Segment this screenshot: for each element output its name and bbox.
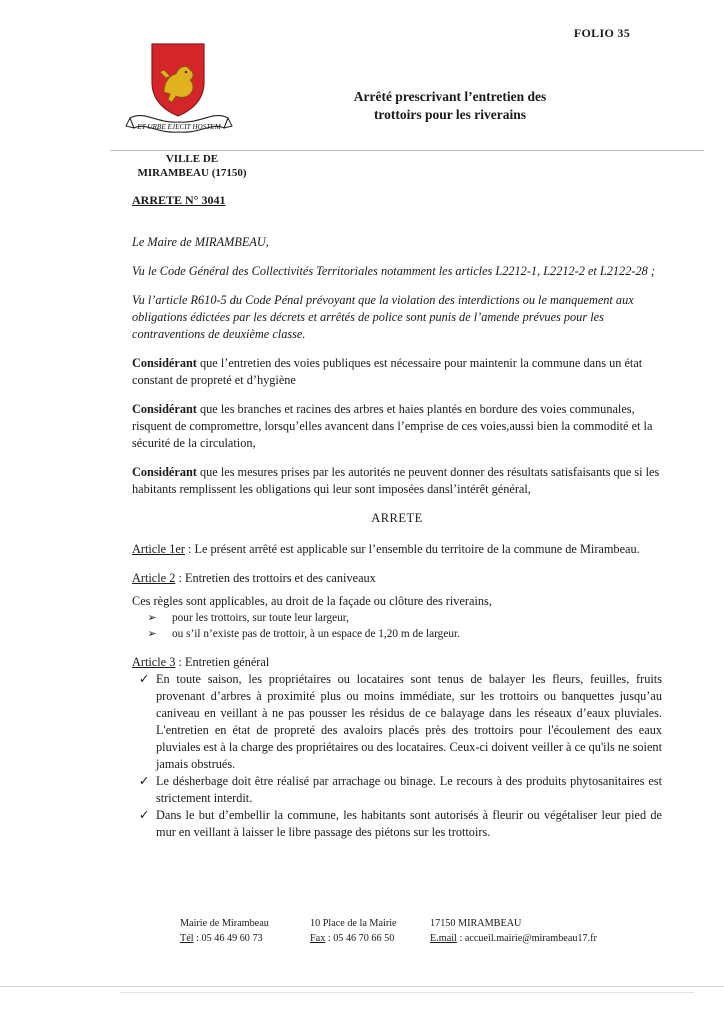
- article-2-label: Article 2: [132, 571, 176, 585]
- list-item-text: Le désherbage doit être réalisé par arrachage ou binage. Le recours à des produits phytosanitaires est strictement interdit.: [156, 774, 662, 805]
- footer-city: 17150 MIRAMBEAU: [430, 918, 522, 929]
- list-item-text: Dans le but d’embellir la commune, les habitants sont autorisés à fleurir ou végétaliser leur pied de mur en veillant à laisser le libre passage des piétons sur les trottoirs.: [156, 808, 662, 839]
- page-title: [300, 88, 600, 124]
- considerant-text: que les branches et racines des arbres et haies plantés en bordure des voies communales, risquent de compromettre, lorsqu’elles avancent dans l’emprise de ces voies,aussi bien la commodité et la sécurité de la circulation,: [132, 402, 653, 450]
- arrow-bullet-icon: ➢: [147, 628, 157, 640]
- article-1-text: : Le présent arrêté est applicable sur l’ensemble du territoire de la commune de Mirambeau.: [184, 542, 640, 556]
- article-3-heading: [132, 654, 662, 671]
- arrete-number: ARRETE N° 3041: [132, 193, 226, 207]
- article-3-label: Article 3: [132, 655, 176, 669]
- article-3-title: : Entretien général: [175, 655, 270, 669]
- considerant-text: que l’entretien des voies publiques est nécessaire pour maintenir la commune dans un état constant de propreté et d’hygiène: [132, 356, 643, 387]
- footer-mairie: Mairie de Mirambeau: [180, 918, 269, 929]
- list-item: [132, 773, 662, 807]
- tel-value: : 05 46 49 60 73: [193, 933, 263, 944]
- footer: [180, 916, 610, 946]
- article-3-list: [132, 671, 662, 841]
- bottom-divider: [0, 986, 724, 987]
- vu-paragraph-1: Vu le Code Général des Collectivités Territoriales notamment les articles L2212-1, L2212-2 et L2122-28 ;: [132, 264, 655, 278]
- considerant-text: que les mesures prises par les autorités ne peuvent donner des résultats satisfaisants que si les habitants remplissent les obligations qui leur sont imposées dansl’intérêt général,: [132, 465, 660, 496]
- crest-motto: ET URBE EJECIT HOSTEM: [137, 123, 221, 131]
- article-2-heading: [132, 570, 662, 587]
- fax-label: Fax: [310, 933, 326, 944]
- list-item: [132, 610, 662, 626]
- tel-label: Tél: [180, 933, 194, 944]
- article-2-intro: Ces règles sont applicables, au droit de la façade ou clôture des riverains,: [132, 594, 492, 608]
- footer-tel: [180, 931, 310, 946]
- considerant-paragraph-1: [132, 355, 662, 389]
- footer-email: [430, 931, 610, 946]
- title-line-2: trottoirs pour les riverains: [373, 107, 527, 122]
- arrow-bullet-icon: ➢: [147, 612, 157, 624]
- footer-fax: [310, 931, 430, 946]
- list-item-text: ou s’il n’existe pas de trottoir, à un espace de 1,20 m de largeur.: [172, 628, 460, 640]
- checkmark-icon: ✓: [138, 808, 150, 822]
- article-1: [132, 541, 662, 558]
- list-item-text: pour les trottoirs, sur toute leur largeur,: [172, 612, 349, 624]
- ville-line-1: VILLE DE: [165, 153, 219, 165]
- footer-address-row: [180, 916, 610, 931]
- ville-block: [132, 152, 252, 180]
- checkmark-icon: ✓: [138, 672, 150, 686]
- footer-contact-row: [180, 931, 610, 946]
- article-2-title: : Entretien des trottoirs et des caniveaux: [175, 571, 376, 585]
- ville-line-2: MIRAMBEAU (17150): [137, 167, 247, 179]
- list-item: [132, 807, 662, 841]
- considerant-paragraph-2: [132, 401, 662, 452]
- article-1-label: Article 1er: [132, 542, 185, 556]
- article-2-list: [132, 610, 662, 642]
- email-value: : accueil.mairie@mirambeau17.fr: [456, 933, 597, 944]
- title-line-1: Arrêté prescrivant l’entretien des: [353, 89, 547, 104]
- vu-paragraph-2: Vu l’article R610-5 du Code Pénal prévoyant que la violation des interdictions ou le manquement aux obligations édictées par les décrets et arrêtés de police sont punis de l’amende prévues pour les contraventions de deuxième classe.: [132, 293, 634, 341]
- list-item-text: En toute saison, les propriétaires ou locataires sont tenus de balayer les fleurs, feuilles, fruits provenant d’arbres à proximité plus ou moins immédiate, sur les trottoirs ou banquettes jusqu’au caniveau en veillant à ne pas pousser les résidus de ce balayage dans les réseaux d’eaux pluviales. L'entretien en état de propreté des avaloirs placés près des trottoirs pour l'écoulement des eaux pluviales est à la charge des propriétaires ou des locataires. Ceux-ci doivent veiller à ce qu'ils ne soient jamais obstrués.: [156, 672, 662, 771]
- arrete-heading: ARRETE: [371, 511, 423, 525]
- considerant-paragraph-3: [132, 464, 662, 498]
- considerant-keyword: Considérant: [132, 402, 197, 416]
- footer-address: 10 Place de la Mairie: [310, 918, 397, 929]
- bottom-divider-secondary: [120, 992, 694, 993]
- header-divider: [110, 150, 704, 151]
- fax-value: : 05 46 70 66 50: [325, 933, 395, 944]
- list-item: [132, 626, 662, 642]
- considerant-keyword: Considérant: [132, 465, 197, 479]
- document-body: [132, 234, 662, 841]
- maire-line: Le Maire de MIRAMBEAU,: [132, 235, 269, 249]
- checkmark-icon: ✓: [138, 774, 150, 788]
- email-label: E.mail: [430, 933, 457, 944]
- folio-number: FOLIO 35: [573, 26, 630, 40]
- coat-of-arms-icon: [124, 42, 234, 138]
- considerant-keyword: Considérant: [132, 356, 197, 370]
- list-item: [132, 671, 662, 773]
